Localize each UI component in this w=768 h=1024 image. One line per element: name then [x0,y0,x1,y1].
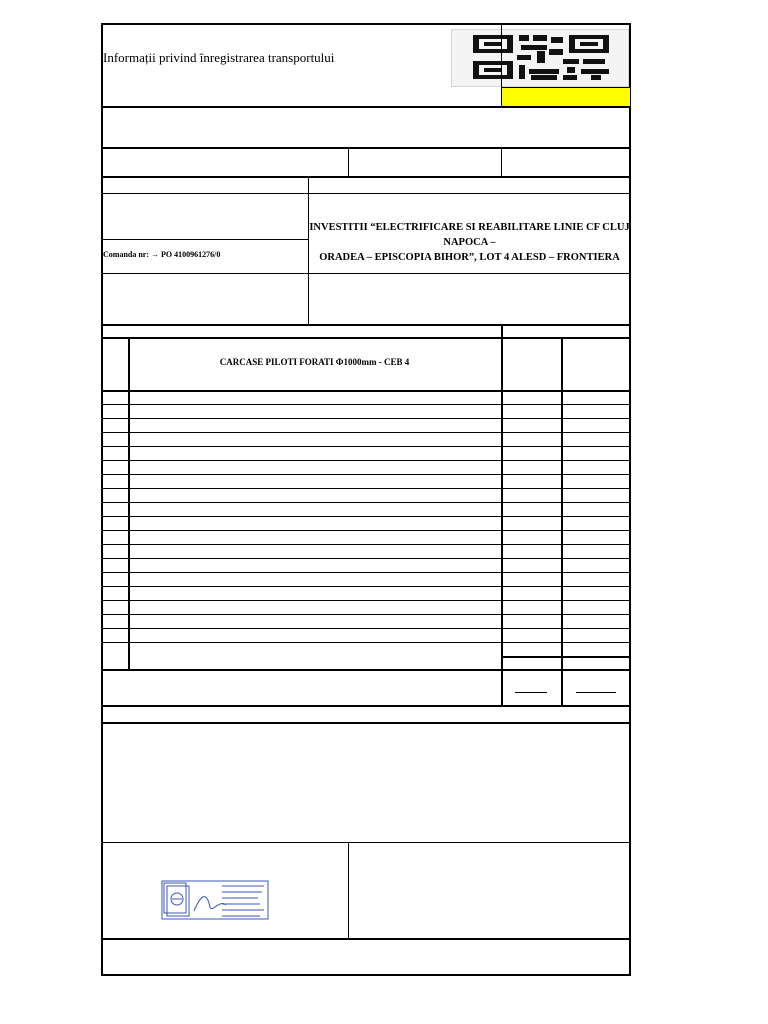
order-number: Comanda nr: → PO 4100961276/0 [103,250,221,259]
document-frame [101,23,631,976]
divider [101,705,631,707]
table-row [101,544,631,545]
table-row [101,418,631,419]
project-line: ORADEA – EPISCOPIA BIHOR”, LOT 4 ALESD – FRONTIERA [319,252,620,263]
divider [101,324,631,326]
document-title: Informații privind înregistrarea transportului [103,50,335,65]
table-row [101,488,631,489]
divider [101,193,631,194]
table-row [101,600,631,601]
divider [101,239,308,240]
divider [101,176,631,178]
project-line: INVESTITII “ELECTRIFICARE SI REABILITARE LINIE CF CLUJ [309,222,630,233]
divider [348,842,349,939]
table-row [101,432,631,433]
divider [501,147,502,177]
divider [501,656,630,658]
divider [101,722,631,724]
table-row [101,586,631,587]
divider [501,324,503,706]
divider [501,87,630,88]
table-row [101,642,631,643]
divider [348,147,349,177]
divider [101,669,631,671]
divider [101,147,631,149]
table-row [101,502,631,503]
table-row [101,572,631,573]
total-underline [576,692,616,693]
divider [128,337,130,670]
divider [501,23,502,107]
company-stamp-icon [160,877,270,921]
product-header: CARCASE PILOTI FORATI Ф1000mm - CEB 4 [219,357,410,367]
table-row [101,628,631,629]
project-title [309,220,630,265]
divider [101,842,631,843]
divider [101,106,631,108]
table-row [101,446,631,447]
qr-code-icon [451,29,629,87]
table-row [101,404,631,405]
table-row [101,460,631,461]
divider [561,337,563,706]
table-row [101,530,631,531]
divider [101,337,631,339]
project-line: NAPOCA – [443,237,496,248]
table-row [101,516,631,517]
table-row [101,614,631,615]
divider [101,938,631,940]
table-row [101,474,631,475]
table-row [101,558,631,559]
total-underline [515,692,547,693]
divider [101,390,631,392]
highlight-field [501,87,630,107]
divider [101,273,631,274]
